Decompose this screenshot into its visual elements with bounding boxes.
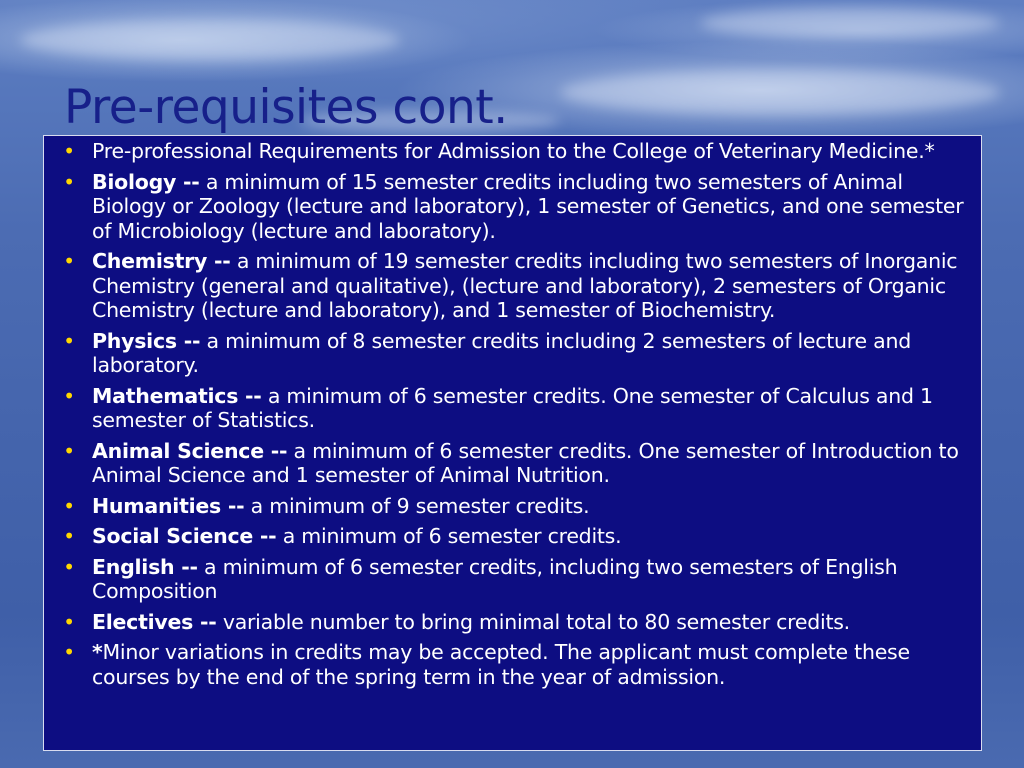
bullet-text: Pre-professional Requirements for Admission to the College of Veterinary Medicine.* [92, 139, 935, 163]
list-item [62, 524, 975, 549]
bullet-dot-icon: • [63, 328, 75, 353]
list-item [62, 139, 975, 164]
bullet-subject-label: Physics -- [92, 328, 201, 353]
bullet-text: a minimum of 19 semester credits including two semesters of Inorganic Chemistry (general and qualitative), (lecture and laboratory), 2 semesters of Organic Chemistry (lecture and laboratory), and 1 semester of Biochemistry. [92, 249, 958, 322]
list-item [62, 249, 975, 323]
list-item [62, 329, 975, 378]
bullet-dot-icon: • [63, 524, 75, 548]
bullet-dot-icon: • [63, 169, 75, 194]
bullet-dot-icon: • [63, 438, 75, 463]
list-item [62, 494, 975, 519]
list-item [62, 640, 975, 689]
bullet-dot-icon: • [63, 609, 75, 634]
bullet-subject-label: Social Science -- [92, 524, 277, 548]
background-cloud [560, 70, 1000, 115]
list-item [62, 610, 975, 635]
bullet-text: a minimum of 6 semester credits, including two semesters of English Composition [92, 554, 898, 603]
requirements-list [62, 139, 975, 689]
bullet-subject-label: English -- [92, 554, 198, 579]
bullet-subject-label: Chemistry -- [92, 249, 231, 273]
list-item [62, 555, 975, 604]
bullet-text: a minimum of 6 semester credits. [276, 524, 622, 548]
bullet-subject-label: Animal Science -- [92, 438, 288, 463]
bullet-dot-icon: • [63, 640, 75, 664]
content-box [43, 135, 982, 751]
bullet-text: a minimum of 6 semester credits. One semester of Calculus and 1 semester of Statistics. [92, 383, 933, 432]
list-item [62, 439, 975, 488]
bullet-text: a minimum of 9 semester credits. [244, 493, 590, 518]
bullet-subject-label: Electives -- [92, 609, 217, 634]
bullet-text: a minimum of 6 semester credits. One semester of Introduction to Animal Science and 1 semester of Animal Nutrition. [92, 438, 959, 487]
bullet-text: a minimum of 8 semester credits including 2 semesters of lecture and laboratory. [92, 328, 911, 377]
bullet-dot-icon: • [63, 249, 75, 273]
bullet-dot-icon: • [63, 554, 75, 579]
background-cloud [700, 8, 1000, 38]
bullet-subject-label: Mathematics -- [92, 383, 262, 408]
background-cloud [20, 20, 400, 60]
bullet-subject-label: Humanities -- [92, 493, 245, 518]
bullet-text: Minor variations in credits may be accepted. The applicant must complete these courses by the end of the spring term in the year of admission. [92, 640, 910, 689]
bullet-dot-icon: • [63, 139, 75, 163]
bullet-dot-icon: • [63, 493, 75, 518]
bullet-subject-label: * [92, 640, 103, 664]
bullet-subject-label: Biology -- [92, 169, 200, 194]
bullet-text: variable number to bring minimal total to 80 semester credits. [216, 609, 850, 634]
bullet-text: a minimum of 15 semester credits including two semesters of Animal Biology or Zoology (lecture and laboratory), 1 semester of Genetics, and one semester of Microbiology (lecture and laboratory). [92, 169, 964, 243]
bullet-dot-icon: • [63, 383, 75, 408]
slide-title: Pre-requisites cont. [64, 80, 508, 135]
list-item [62, 170, 975, 244]
list-item [62, 384, 975, 433]
